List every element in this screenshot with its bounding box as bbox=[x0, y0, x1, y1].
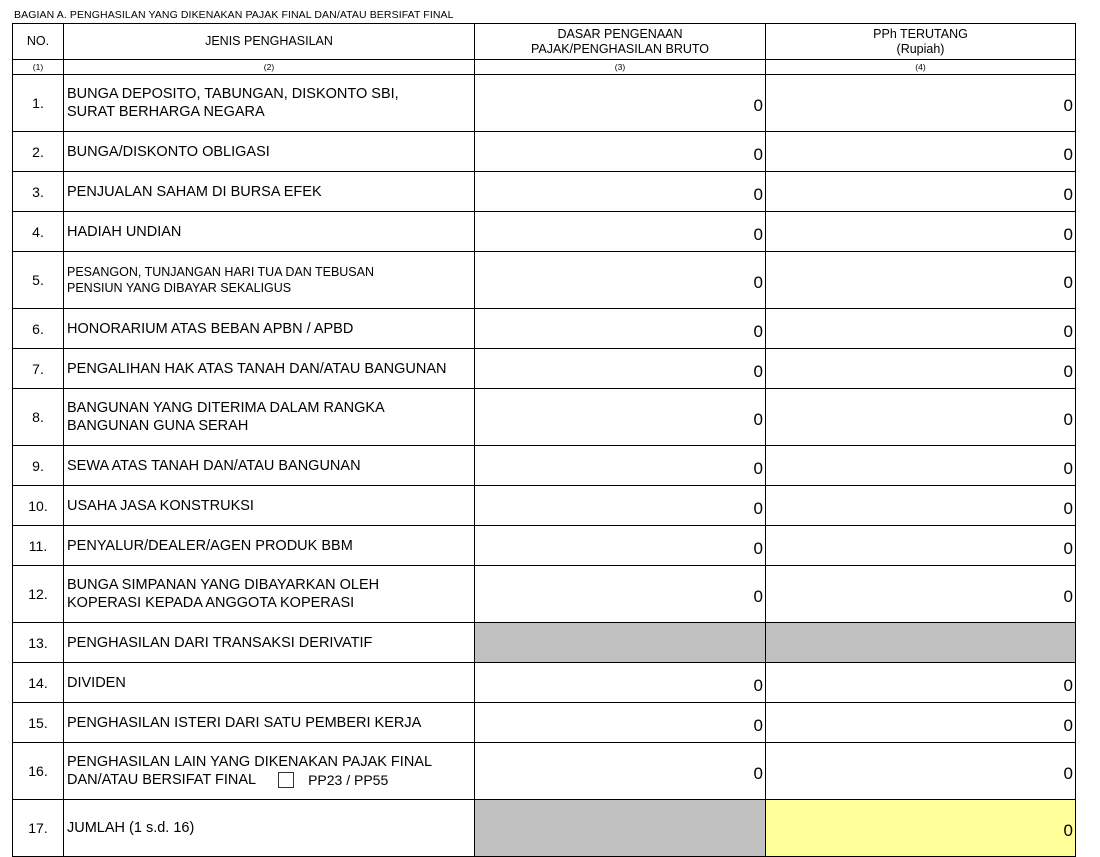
column-number: (2) bbox=[64, 60, 475, 75]
table-row bbox=[13, 252, 1076, 309]
header-pph-terutang bbox=[766, 24, 1076, 60]
income-type-label-line: USAHA JASA KONSTRUKSI bbox=[67, 497, 254, 514]
table-row bbox=[13, 743, 1076, 800]
income-type-label bbox=[64, 252, 475, 309]
table-row bbox=[13, 566, 1076, 623]
income-type-label-line: BUNGA SIMPANAN YANG DIBAYARKAN OLEH bbox=[67, 577, 380, 593]
income-type-label-line: SURAT BERHARGA NEGARA bbox=[67, 104, 265, 120]
pph-terutang-field[interactable]: 0 bbox=[766, 309, 1076, 349]
income-type-label bbox=[64, 703, 475, 743]
table-row bbox=[13, 663, 1076, 703]
dasar-pengenaan-field[interactable]: 0 bbox=[475, 566, 766, 623]
income-type-label bbox=[64, 212, 475, 252]
row-number: 2. bbox=[13, 132, 64, 172]
income-type-label-line: DAN/ATAU BERSIFAT FINAL bbox=[67, 771, 257, 788]
header-dasar-line2: PAJAK/PENGHASILAN BRUTO bbox=[530, 41, 710, 56]
row-number: 12. bbox=[13, 566, 64, 623]
row-number: 11. bbox=[13, 526, 64, 566]
income-type-label bbox=[64, 663, 475, 703]
row-number: 10. bbox=[13, 486, 64, 526]
income-type-label-line: HONORARIUM ATAS BEBAN APBN / APBD bbox=[67, 320, 354, 337]
dasar-pengenaan-field[interactable]: 0 bbox=[475, 743, 766, 800]
dasar-pengenaan-field[interactable]: 0 bbox=[475, 309, 766, 349]
header-no: NO. bbox=[13, 24, 64, 60]
table-row bbox=[13, 309, 1076, 349]
income-type-label-line: BANGUNAN GUNA SERAH bbox=[67, 418, 249, 434]
income-type-label bbox=[64, 526, 475, 566]
income-type-label bbox=[64, 743, 475, 800]
dasar-pengenaan-field[interactable]: 0 bbox=[475, 75, 766, 132]
income-type-label-line: PENJUALAN SAHAM DI BURSA EFEK bbox=[67, 183, 322, 200]
table-row bbox=[13, 623, 1076, 663]
pph-terutang-field[interactable]: 0 bbox=[766, 389, 1076, 446]
income-type-label-line: KOPERASI KEPADA ANGGOTA KOPERASI bbox=[67, 595, 355, 611]
table-row bbox=[13, 703, 1076, 743]
row-number: 7. bbox=[13, 349, 64, 389]
income-type-label bbox=[64, 75, 475, 132]
pph-terutang-field[interactable]: 0 bbox=[766, 743, 1076, 800]
dasar-pengenaan-field[interactable]: 0 bbox=[475, 446, 766, 486]
income-type-label-line: PENYALUR/DEALER/AGEN PRODUK BBM bbox=[67, 537, 353, 554]
pp23-pp55-option bbox=[278, 771, 388, 789]
income-type-label bbox=[64, 132, 475, 172]
income-type-label bbox=[64, 389, 475, 446]
row-number: 13. bbox=[13, 623, 64, 663]
pph-terutang-field[interactable]: 0 bbox=[766, 252, 1076, 309]
pp23-pp55-checkbox[interactable] bbox=[278, 772, 294, 788]
dasar-pengenaan-field[interactable]: 0 bbox=[475, 389, 766, 446]
income-type-label bbox=[64, 349, 475, 389]
income-type-label bbox=[64, 172, 475, 212]
income-type-label-line: PESANGON, TUNJANGAN HARI TUA DAN TEBUSAN bbox=[67, 265, 375, 279]
pph-terutang-field[interactable]: 0 bbox=[766, 75, 1076, 132]
income-type-label-line: BUNGA/DISKONTO OBLIGASI bbox=[67, 143, 270, 160]
pph-terutang-field[interactable]: 0 bbox=[766, 212, 1076, 252]
section-title: BAGIAN A. PENGHASILAN YANG DIKENAKAN PAJAK FINAL DAN/ATAU BERSIFAT FINAL bbox=[14, 9, 454, 21]
dasar-pengenaan-field[interactable]: 0 bbox=[475, 172, 766, 212]
pph-terutang-field[interactable]: 0 bbox=[766, 446, 1076, 486]
income-type-label-line: BUNGA DEPOSITO, TABUNGAN, DISKONTO SBI, bbox=[67, 86, 399, 102]
header-pph-line1: PPh TERUTANG bbox=[873, 26, 968, 41]
header-dasar-line1: DASAR PENGENAAN bbox=[557, 26, 683, 41]
table-row bbox=[13, 172, 1076, 212]
row-number: 14. bbox=[13, 663, 64, 703]
dasar-pengenaan-field[interactable]: 0 bbox=[475, 486, 766, 526]
dasar-pengenaan-field[interactable]: 0 bbox=[475, 663, 766, 703]
pph-terutang-field[interactable]: 0 bbox=[766, 132, 1076, 172]
row-number: 4. bbox=[13, 212, 64, 252]
pp23-pp55-label: PP23 / PP55 bbox=[308, 772, 389, 789]
row-number: 15. bbox=[13, 703, 64, 743]
final-income-table bbox=[12, 23, 1076, 857]
pph-terutang-field[interactable]: 0 bbox=[766, 526, 1076, 566]
table-row bbox=[13, 800, 1076, 857]
pph-terutang-disabled-cell bbox=[766, 623, 1076, 663]
row-number: 9. bbox=[13, 446, 64, 486]
dasar-pengenaan-field[interactable]: 0 bbox=[475, 349, 766, 389]
pph-terutang-field[interactable]: 0 bbox=[766, 566, 1076, 623]
income-type-label-line: PENGALIHAN HAK ATAS TANAH DAN/ATAU BANGUNAN bbox=[67, 360, 447, 377]
income-type-label bbox=[64, 566, 475, 623]
income-type-label bbox=[64, 486, 475, 526]
income-type-label-line: JUMLAH (1 s.d. 16) bbox=[67, 820, 195, 836]
table-row bbox=[13, 486, 1076, 526]
dasar-pengenaan-disabled-cell bbox=[475, 800, 766, 857]
row-number: 5. bbox=[13, 252, 64, 309]
dasar-pengenaan-field[interactable]: 0 bbox=[475, 132, 766, 172]
column-number: (1) bbox=[13, 60, 64, 75]
row-number: 3. bbox=[13, 172, 64, 212]
column-number: (4) bbox=[766, 60, 1076, 75]
income-type-label-line: BANGUNAN YANG DITERIMA DALAM RANGKA bbox=[67, 400, 385, 416]
income-type-label-line: SEWA ATAS TANAH DAN/ATAU BANGUNAN bbox=[67, 457, 361, 474]
header-dasar-pengenaan bbox=[475, 24, 766, 60]
dasar-pengenaan-field[interactable]: 0 bbox=[475, 212, 766, 252]
pph-terutang-field[interactable]: 0 bbox=[766, 663, 1076, 703]
row-number: 8. bbox=[13, 389, 64, 446]
table-row bbox=[13, 446, 1076, 486]
table-row bbox=[13, 75, 1076, 132]
table-row bbox=[13, 526, 1076, 566]
income-type-label-line-with-checkbox bbox=[67, 771, 474, 789]
income-type-label-line: PENGHASILAN ISTERI DARI SATU PEMBERI KERJA bbox=[67, 714, 422, 731]
dasar-pengenaan-field[interactable]: 0 bbox=[475, 703, 766, 743]
row-number: 16. bbox=[13, 743, 64, 800]
row-number: 1. bbox=[13, 75, 64, 132]
table-row bbox=[13, 389, 1076, 446]
dasar-pengenaan-field[interactable]: 0 bbox=[475, 252, 766, 309]
income-type-label-line: PENSIUN YANG DIBAYAR SEKALIGUS bbox=[67, 281, 292, 295]
dasar-pengenaan-disabled-cell bbox=[475, 623, 766, 663]
income-type-label-line: HADIAH UNDIAN bbox=[67, 223, 182, 240]
income-type-label bbox=[64, 446, 475, 486]
table-row bbox=[13, 212, 1076, 252]
header-row bbox=[13, 24, 1076, 60]
pph-terutang-field[interactable]: 0 bbox=[766, 172, 1076, 212]
row-number: 6. bbox=[13, 309, 64, 349]
header-pph-line2: (Rupiah) bbox=[896, 41, 945, 56]
income-type-label bbox=[64, 309, 475, 349]
column-number: (3) bbox=[475, 60, 766, 75]
header-jenis-penghasilan: JENIS PENGHASILAN bbox=[64, 24, 475, 60]
pph-terutang-field[interactable]: 0 bbox=[766, 703, 1076, 743]
pph-terutang-field[interactable]: 0 bbox=[766, 486, 1076, 526]
income-type-label bbox=[64, 800, 475, 857]
income-type-label bbox=[64, 623, 475, 663]
row-number: 17. bbox=[13, 800, 64, 857]
table-row bbox=[13, 349, 1076, 389]
pph-terutang-field[interactable]: 0 bbox=[766, 349, 1076, 389]
table-row bbox=[13, 132, 1076, 172]
income-type-label-line: PENGHASILAN LAIN YANG DIKENAKAN PAJAK FINAL bbox=[67, 753, 433, 770]
column-number-row bbox=[13, 60, 1076, 75]
dasar-pengenaan-field[interactable]: 0 bbox=[475, 526, 766, 566]
income-type-label-line: DIVIDEN bbox=[67, 674, 126, 691]
pph-terutang-total: 0 bbox=[766, 800, 1076, 857]
income-type-label-line: PENGHASILAN DARI TRANSAKSI DERIVATIF bbox=[67, 634, 373, 651]
